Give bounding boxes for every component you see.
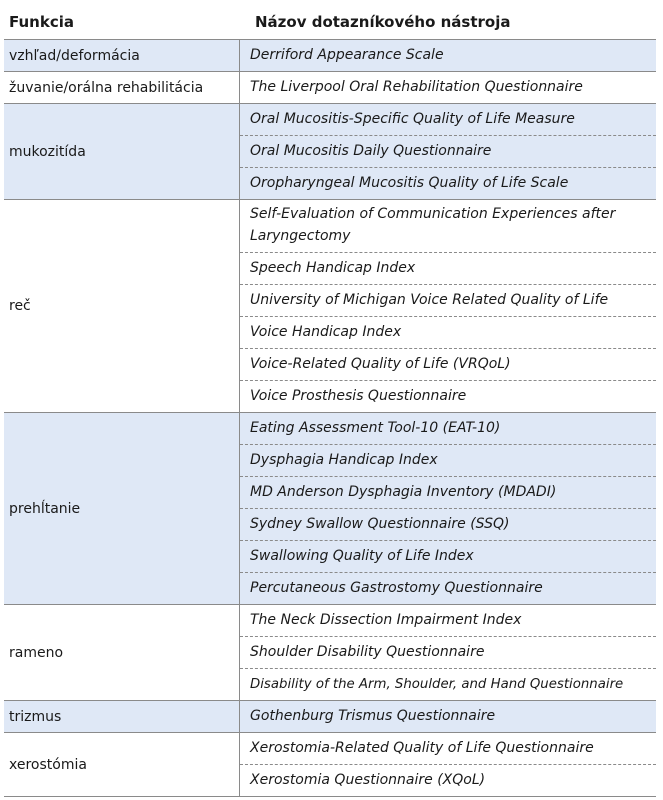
- function-cell: trizmus: [4, 701, 240, 732]
- tool-row: MD Anderson Dysphagia Inventory (MDADI): [240, 476, 656, 508]
- tool-row: Dysphagia Handicap Index: [240, 444, 656, 476]
- header-function: Funkcia: [9, 13, 74, 31]
- tool-row: Speech Handicap Index: [240, 252, 656, 284]
- tool-row: Disability of the Arm, Shoulder, and Hand Questionnaire: [240, 668, 656, 700]
- tool-row: Oral Mucositis Daily Questionnaire: [240, 135, 656, 167]
- tool-row: Shoulder Disability Questionnaire: [240, 636, 656, 668]
- function-cell: xerostómia: [4, 733, 240, 796]
- group-swallowing: [4, 413, 656, 605]
- tool-row: Voice-Related Quality of Life (VRQoL): [240, 348, 656, 380]
- group-mucositis: [4, 104, 656, 200]
- tool-row: Derriford Appearance Scale: [240, 40, 656, 71]
- tool-list: [240, 733, 656, 796]
- tool-list: [240, 104, 656, 199]
- questionnaire-table: [4, 8, 656, 797]
- tool-row: Sydney Swallow Questionnaire (SSQ): [240, 508, 656, 540]
- tool-list: [240, 200, 656, 412]
- function-cell: žuvanie/orálna rehabilitácia: [4, 72, 240, 103]
- header-tool: Názov dotazníkového nástroja: [255, 13, 511, 31]
- group-speech: [4, 200, 656, 413]
- tool-row: Oropharyngeal Mucositis Quality of Life Scale: [240, 167, 656, 199]
- tool-list: [240, 413, 656, 604]
- function-cell: vzhľad/deformácia: [4, 40, 240, 71]
- tool-row: Eating Assessment Tool-10 (EAT-10): [240, 413, 656, 444]
- tool-list: [240, 701, 656, 732]
- group-chewing: [4, 72, 656, 104]
- group-xerostomia: [4, 733, 656, 797]
- tool-row: Voice Handicap Index: [240, 316, 656, 348]
- function-cell: mukozitída: [4, 104, 240, 199]
- function-cell: rameno: [4, 605, 240, 700]
- group-appearance: [4, 40, 656, 72]
- group-shoulder: [4, 605, 656, 701]
- table-header: [4, 8, 656, 40]
- tool-row: Swallowing Quality of Life Index: [240, 540, 656, 572]
- group-trismus: [4, 701, 656, 733]
- function-cell: reč: [4, 200, 240, 412]
- tool-list: [240, 40, 656, 71]
- tool-row: Xerostomia Questionnaire (XQoL): [240, 764, 656, 796]
- tool-list: [240, 605, 656, 700]
- tool-row: Oral Mucositis-Specific Quality of Life Measure: [240, 104, 656, 135]
- function-cell: prehĺtanie: [4, 413, 240, 604]
- tool-row: Percutaneous Gastrostomy Questionnaire: [240, 572, 656, 604]
- tool-row: Voice Prosthesis Questionnaire: [240, 380, 656, 412]
- tool-row: Self-Evaluation of Communication Experiences after Laryngectomy: [250, 206, 616, 244]
- tool-row: The Neck Dissection Impairment Index: [250, 612, 522, 628]
- tool-list: [240, 72, 656, 103]
- tool-row: The Liverpool Oral Rehabilitation Questionnaire: [250, 79, 583, 95]
- tool-row: Xerostomia-Related Quality of Life Questionnaire: [250, 740, 594, 756]
- tool-row: Gothenburg Trismus Questionnaire: [240, 701, 656, 732]
- tool-row: University of Michigan Voice Related Quality of Life: [240, 284, 656, 316]
